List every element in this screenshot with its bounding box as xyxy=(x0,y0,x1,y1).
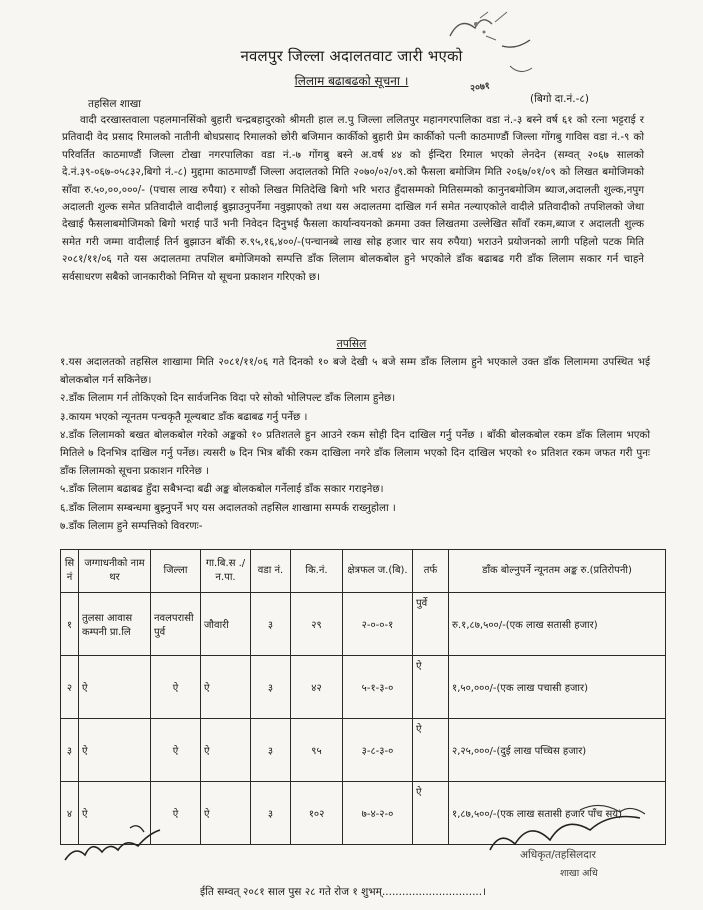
table-row xyxy=(61,593,666,656)
table-cell: जौवारी xyxy=(201,593,251,656)
case-reference: (बिगो दा.नं.-८) xyxy=(530,93,589,105)
table-cell: ५-१-३-० xyxy=(343,656,413,719)
notice-body: वादी दरखास्तवाला पहलमानसिंको बुहारी चन्द्रबहादुरको श्रीमती हाल ल.पु जिल्ला ललितपुर महानगरपालिका वडा नं.-३ बस्ने वर्ष ६१ को रत्ना भट्टराई र प्रतिवादी वेद प्रसाद रिमालको नातीनी बोधप्रसाद रिमालको छोरी बजिमान कार्कीको बुहारी प्रेम कार्कीको पत्नी काठमाण्डौं जिल्ला गोंगबु गाविस वडा नं.-९ को परिवर्तित काठमाण्डौं जिल्ला टोखा नगरपालिका वडा नं.-७ गोंगबु बस्ने अ.वर्ष ४४ को ईन्दिरा रिमाल भएको लेनदेन (सम्वत् २०६७ सालको दे.नं.३९-०६७-०५८३२,बिगो नं.-८) मुद्दामा काठमाण्डौं जिल्ला अदालतको मिति २०७०/०२/०९.को फैसला बमोजिम मिति २०६७/०१/०९ को लिखत बमोजिमको साँवा रु.५०,००,०००/- (पचास लाख रुपैया) र सोको लिखत मितिदेखि बिगो भरि भराउ हुँदासम्मको मितिसम्मको कानुनबमोजिम ब्याज,अदालती शुल्क,नपुग अदालती शुल्क समेत प्रतिवादीले वादीलाई बुझाउनुपर्नेमा नवुझाएको तथा यस अदालतमा दाखिल गर्न समेत नल्याएकोले वादीले प्रतिवादीको तपशिलको जेथा देखाई फैसलाबमोजिमको बिगो भराई पाउँ भनी निवेदन दिनुभई फैसला कार्यान्वयनको क्रममा उक्त लिखतमा उल्लेखित साँवाँ रकम,ब्याज र अदालती शुल्क समेत गरी जम्मा वादीलाई तिर्न बुझाउन बाँकी रु.९५,१६,४००/-(पन्चानब्बे लाख सोह्र हजार चार सय रुपैया) भराउने प्रयोजनको लागी पहिलो पटक मिति २०८१/११/०६ गते यस अदालतमा तपशिल बमोजिमको सम्पत्ति डाँक लिलाम बोलकबोल हुने भएकोले डाँक बढाबढ गरी डाँक लिलाम सकार गर्न चाहने सर्वसाधरण सबैको जानकारीको निमित्त यो सूचना प्रकाशन गरिएको छ। xyxy=(62,114,644,283)
table-cell: ऐ xyxy=(201,719,251,782)
column-header: डाँक बोल्नुपर्ने न्यूनतम अङ्क रु.(प्रतिरोपनी) xyxy=(449,550,666,593)
table-cell: ३ xyxy=(251,719,291,782)
table-cell: ९५ xyxy=(291,719,343,782)
table-cell: ऐ xyxy=(413,656,449,719)
table-row xyxy=(61,656,666,719)
table-cell: ऐ xyxy=(151,782,201,845)
table-cell: ऐ xyxy=(201,656,251,719)
table-cell: ४ xyxy=(61,782,79,845)
notice-title: नवलपुर जिल्ला अदालतवाट जारी भएको xyxy=(240,47,463,65)
condition-item: ६.डाँक लिलाम सम्बन्धमा बुझ्नुपर्ने भए यस अदालतको तहसिल शाखामा सम्पर्क राख्नुहोला । xyxy=(60,501,396,514)
column-header: क्षेत्रफल ज.(बि). xyxy=(343,550,413,593)
conditions-list xyxy=(60,354,650,537)
column-header: जग्गाधनीको नाम थर xyxy=(79,550,151,593)
condition-item: ७.डाँक लिलाम हुने सम्पत्तिको विवरणः- xyxy=(60,520,203,533)
table-cell: ऐ xyxy=(413,719,449,782)
column-header: सि नं xyxy=(61,550,79,593)
table-cell: ३-८-३-० xyxy=(343,719,413,782)
table-cell: नवलपरासी पुर्व xyxy=(151,593,201,656)
column-header: जिल्ला xyxy=(151,550,201,593)
table-cell: ३ xyxy=(61,719,79,782)
table-cell: तुलसा आवास कम्पनी प्रा.लि xyxy=(79,593,151,656)
table-cell: ऐ xyxy=(151,656,201,719)
stamp-number: २०७१ xyxy=(469,80,491,95)
table-cell: १,८७,५००/-(एक लाख सतासी हजार पाँच सय) xyxy=(449,782,666,845)
condition-item: ३.कायम भएको न्यूनतम पन्चकृतै मूल्यबाट डाँक बढाबढ गर्नु पर्नेछ । xyxy=(60,410,308,423)
table-cell: ३ xyxy=(251,656,291,719)
table-cell: ४२ xyxy=(291,656,343,719)
office-label: तहसिल शाखा xyxy=(88,98,142,110)
table-cell: ऐ xyxy=(151,719,201,782)
column-header: गा.बि.स ./न.पा. xyxy=(201,550,251,593)
section-heading: तपसिल xyxy=(336,337,367,350)
table-cell: १०२ xyxy=(291,782,343,845)
table-cell: पुर्वे xyxy=(413,593,449,656)
officer-subtext: शाखा अधि xyxy=(560,868,598,879)
condition-item: ४.डाँक लिलामको बखत बोलकबोल गरेको अङ्कको १० प्रतिशतले हुन आउने रकम सोही दिन दाखिल गर्नु पर्नेछ । बाँकी बोलकबोल रकम डाँक लिलाम भएको मितिले ७ दिनभित्र दाखिल गर्नु पर्नेछ। त्यसरी ७ दिन भित्र बाँकी रकम दाखिला नगरे डाँक लिलाम भएको दिन दाखिल भएको १० प्रतिशत रकम जफत गरी पुनः डाँक लिलामको सूचना प्रकाशन गरिनेछ । xyxy=(60,429,650,477)
table-cell: २ xyxy=(61,656,79,719)
table-row xyxy=(61,719,666,782)
footer-date: ईति सम्वत् २०८१ साल पुस २८ गते रोज १ शुभम्..............................। xyxy=(200,886,487,898)
table-cell: रु.१,८७,५००/-(एक लाख सतासी हजार) xyxy=(449,593,666,656)
officer-title: अधिकृत/तहसिलदार xyxy=(520,849,596,861)
table-header-row xyxy=(61,550,666,593)
table-cell: २,२५,०००/-(दुई लाख पच्चिस हजार) xyxy=(449,719,666,782)
table-cell: १,५०,०००/-(एक लाख पचासी हजार) xyxy=(449,656,666,719)
table-cell: ऐ xyxy=(79,656,151,719)
table-cell: २-०-०-१ xyxy=(343,593,413,656)
table-cell: ३ xyxy=(251,782,291,845)
table-cell: ऐ xyxy=(201,782,251,845)
notice-subtitle: लिलाम बढाबढको सूचना । xyxy=(294,74,409,88)
column-header: कि.नं. xyxy=(291,550,343,593)
condition-item: १.यस अदालतको तहसिल शाखामा मिति २०८१/११/०६ गते दिनको १० बजे देखी ५ बजे सम्म डाँक लिलाम हुने भएकाले उक्त डाँक लिलाममा उपस्थित भई बोलकबोल गर्न सकिनेछ। xyxy=(60,356,650,386)
table-cell: ७-४-२-० xyxy=(343,782,413,845)
table-cell: ऐ xyxy=(79,782,151,845)
table-cell: २९ xyxy=(291,593,343,656)
column-header: वडा नं. xyxy=(251,550,291,593)
column-header: तर्फ xyxy=(413,550,449,593)
table-cell: ऐ xyxy=(413,782,449,845)
left-signature xyxy=(60,820,180,870)
table-cell: ३ xyxy=(251,593,291,656)
condition-item: २.डाँक लिलाम गर्न तोकिएको दिन सार्वजनिक विदा परे सोको भोलिपल्ट डाँक लिलाम हुनेछ। xyxy=(60,392,396,405)
condition-item: ५.डाँक लिलाम बढाबढ हुँदा सबैभन्दा बढी अङ्क बोलकबोल गर्नेलाई डाँक सकार गराइनेछ। xyxy=(60,483,384,496)
table-cell: १ xyxy=(61,593,79,656)
table-cell: ऐ xyxy=(79,719,151,782)
